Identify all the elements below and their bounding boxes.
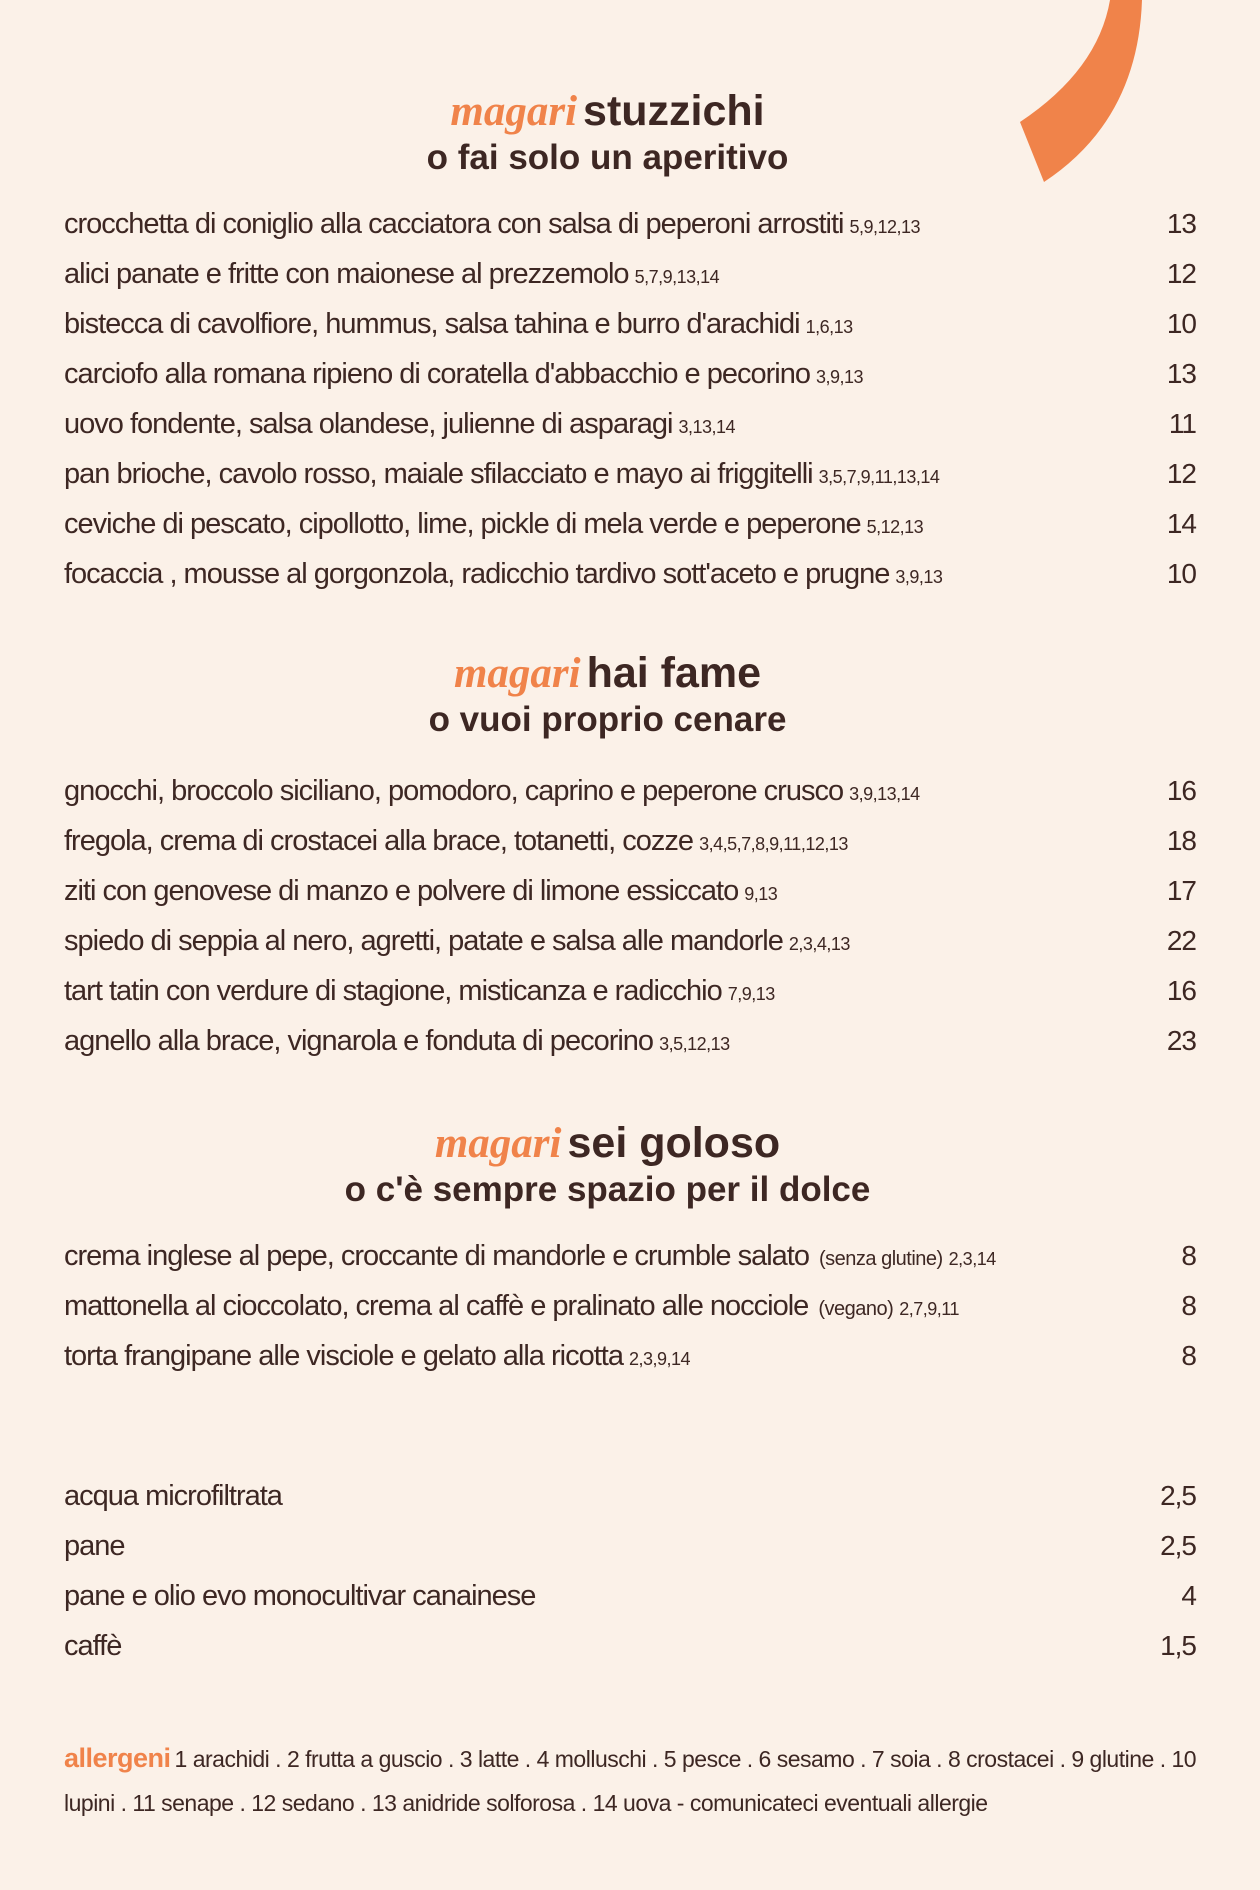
title-word: stuzzichi	[583, 87, 765, 135]
menu-item	[64, 925, 1196, 975]
menu-item	[64, 975, 1196, 1025]
section-stuzzichi-header	[0, 88, 1215, 179]
title-word: sei goloso	[567, 1119, 781, 1167]
extra-item	[64, 1480, 1196, 1530]
item-name: ziti con genovese di manzo e polvere di limone essiccato	[64, 875, 739, 907]
section-subtitle: o fai solo un aperitivo	[426, 138, 789, 178]
menu-item	[64, 875, 1196, 925]
item-price: 2,5	[1160, 1480, 1196, 1511]
item-name: pan brioche, cavolo rosso, maiale sfilacciato e mayo ai friggitelli	[64, 458, 813, 490]
item-price: 16	[1166, 975, 1196, 1006]
menu-item	[64, 558, 1196, 608]
section-goloso-header	[0, 1120, 1215, 1211]
extra-item	[64, 1530, 1196, 1580]
menu-item	[64, 1340, 1196, 1390]
item-allergens: 3,9,13	[815, 367, 864, 387]
magari-word: magari	[434, 1120, 562, 1167]
item-price: 12	[1166, 458, 1196, 489]
item-price: 10	[1166, 308, 1196, 339]
allergen-label: allergeni	[64, 1743, 171, 1773]
item-name: acqua microfiltrata	[64, 1480, 282, 1512]
item-note: (senza glutine)	[818, 1248, 943, 1270]
item-price: 16	[1166, 775, 1196, 806]
item-name: alici panate e fritte con maionese al prezzemolo	[64, 258, 629, 290]
item-name: spiedo di seppia al nero, agretti, patate e salsa alle mandorle	[64, 925, 783, 957]
item-name: uovo fondente, salsa olandese, julienne di asparagi	[64, 408, 673, 440]
menu-item	[64, 508, 1196, 558]
item-allergens: 2,7,9,11	[899, 1299, 959, 1319]
item-name: caffè	[64, 1630, 122, 1662]
item-allergens: 5,7,9,13,14	[634, 267, 720, 287]
menu-item	[64, 1025, 1196, 1075]
item-allergens: 5,12,13	[866, 517, 924, 537]
item-price: 10	[1166, 558, 1196, 589]
item-name: pane	[64, 1530, 125, 1562]
item-price: 13	[1166, 208, 1196, 239]
menu-item	[64, 258, 1196, 308]
item-price: 4	[1181, 1580, 1196, 1611]
section-subtitle: o c'è sempre spazio per il dolce	[344, 1170, 871, 1210]
item-name: crema inglese al pepe, croccante di mandorle e crumble salato	[64, 1240, 809, 1272]
menu-item	[64, 1290, 1196, 1340]
extra-item	[64, 1580, 1196, 1630]
item-name: fregola, crema di crostacei alla brace, totanetti, cozze	[64, 825, 694, 857]
item-price: 22	[1166, 925, 1196, 956]
item-name: tart tatin con verdure di stagione, misticanza e radicchio	[64, 975, 722, 1007]
item-allergens: 9,13	[744, 884, 778, 904]
item-price: 1,5	[1160, 1630, 1196, 1661]
extra-item	[64, 1630, 1196, 1680]
menu-item	[64, 208, 1196, 258]
item-name: bistecca di cavolfiore, hummus, salsa tahina e burro d'arachidi	[64, 308, 800, 340]
menu-item	[64, 358, 1196, 408]
menu-item	[64, 1240, 1196, 1290]
item-name: carciofo alla romana ripieno di coratella d'abbacchio e pecorino	[64, 358, 810, 390]
item-price: 13	[1166, 358, 1196, 389]
section-fame-header	[0, 650, 1215, 741]
item-price: 14	[1166, 508, 1196, 539]
menu-item	[64, 775, 1196, 825]
item-allergens: 3,9,13	[895, 567, 943, 587]
title-word: hai fame	[586, 649, 762, 697]
menu-item	[64, 308, 1196, 358]
item-allergens: 3,13,14	[678, 417, 735, 437]
item-allergens: 1,6,13	[805, 317, 853, 337]
item-allergens: 2,3,14	[948, 1249, 996, 1269]
item-name: gnocchi, broccolo siciliano, pomodoro, caprino e peperone crusco	[64, 775, 844, 807]
item-price: 12	[1166, 258, 1196, 289]
allergen-legend	[64, 1736, 1204, 1825]
item-allergens: 5,9,12,13	[849, 217, 921, 237]
magari-word: magari	[453, 650, 581, 697]
section-title	[0, 88, 1215, 135]
section-subtitle: o vuoi proprio cenare	[428, 700, 787, 740]
item-price: 2,5	[1160, 1530, 1196, 1561]
item-name: ceviche di pescato, cipollotto, lime, pickle di mela verde e peperone	[64, 508, 861, 540]
item-allergens: 2,3,4,13	[788, 934, 850, 954]
item-allergens: 3,9,13,14	[849, 784, 920, 804]
item-name: focaccia , mousse al gorgonzola, radicchio tardivo sott'aceto e prugne	[64, 558, 890, 590]
item-price: 18	[1166, 825, 1196, 856]
allergen-text: 1 arachidi . 2 frutta a guscio . 3 latte . 4 molluschi . 5 pesce . 6 sesamo . 7 soia . 8 crostacei . 9 glutine . 10 lupini . 11 senape . 12 sedano . 13 anidride solforosa . 14 uova - comunicateci eventuali allergie	[64, 1746, 1197, 1816]
item-name: pane e olio evo monocultivar canainese	[64, 1580, 536, 1612]
item-price: 23	[1166, 1025, 1196, 1056]
item-name: agnello alla brace, vignarola e fonduta di pecorino	[64, 1025, 654, 1057]
item-allergens: 3,4,5,7,8,9,11,12,13	[699, 834, 848, 854]
section-title	[0, 1120, 1215, 1167]
section-title	[0, 650, 1215, 697]
item-allergens: 7,9,13	[727, 984, 775, 1004]
item-name: crocchetta di coniglio alla cacciatora con salsa di peperoni arrostiti	[64, 208, 844, 240]
item-allergens: 3,5,12,13	[659, 1034, 730, 1054]
item-price: 17	[1166, 875, 1196, 906]
item-allergens: 2,3,9,14	[628, 1349, 691, 1369]
magari-word: magari	[450, 88, 578, 135]
item-name: mattonella al cioccolato, crema al caffè e pralinato alle nocciole	[64, 1290, 809, 1322]
item-price: 8	[1181, 1340, 1196, 1371]
item-price: 11	[1168, 408, 1196, 439]
item-price: 8	[1181, 1240, 1196, 1271]
item-name: torta frangipane alle visciole e gelato alla ricotta	[64, 1340, 623, 1372]
menu-item	[64, 458, 1196, 508]
item-note: (vegano)	[818, 1298, 894, 1320]
item-price: 8	[1181, 1290, 1196, 1321]
item-allergens: 3,5,7,9,11,13,14	[818, 467, 940, 487]
menu-item	[64, 825, 1196, 875]
menu-item	[64, 408, 1196, 458]
